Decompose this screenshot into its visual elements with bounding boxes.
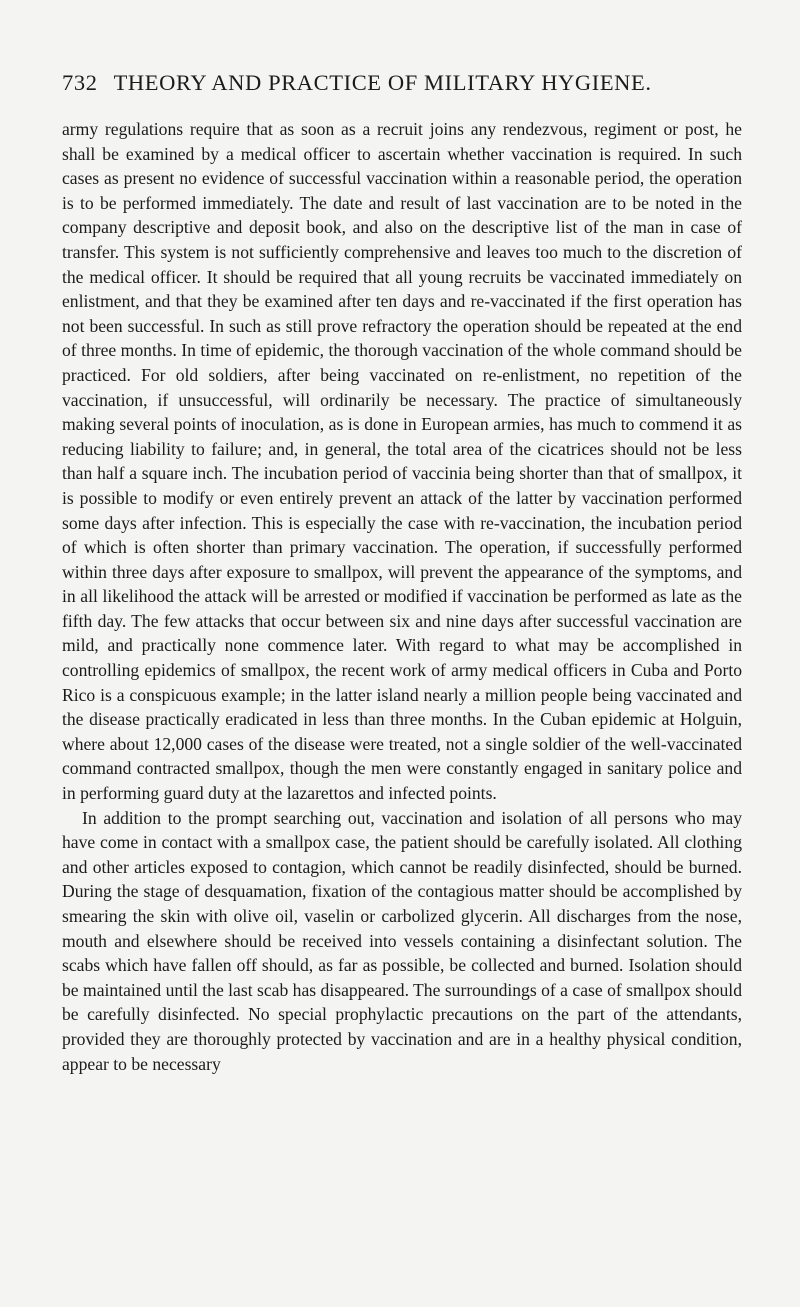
paragraph-vaccination: army regulations require that as soon as a recruit joins any rendezvous, regiment or post, he shall be examined by a medical officer to ascertain whether vaccination is required. In such cases as present no evidence of successful vaccination within a reasonable period, the operation is to be performed immediately. The date and result of last vaccination are to be noted in the company descriptive and deposit book, and also on the descriptive list of the man in case of transfer. This system is not sufficiently comprehensive and leaves too much to the discretion of the medical officer. It should be required that all young recruits be vaccinated immediately on enlistment, and that they be examined after ten days and re-vaccinated if the first operation has not been successful. In such as still prove refractory the operation should be repeated at the end of three months. In time of epidemic, the thorough vaccination of the whole command should be practiced. For old soldiers, after being vaccinated on re-enlistment, no repetition of the vaccination, if unsuccessful, will ordinarily be necessary. The practice of simultaneously making several points of inoculation, as is done in European armies, has much to commend it as reducing liability to failure; and, in general, the total area of the cicatrices should not be less than half a square inch. The incubation period of vaccinia being shorter than that of smallpox, it is possible to modify or even entirely prevent an attack of the latter by vaccination performed some days after infection. This is especially the case with re-vaccination, the incubation period of which is often shorter than primary vaccination. The operation, if successfully performed within three days after exposure to smallpox, will prevent the appearance of the symptoms, and in all likelihood the attack will be arrested or modified if vaccination be performed as late as the fifth day. The few attacks that occur between six and nine days after successful vaccination are mild, and practically none commence later. With regard to what may be accomplished in controlling epidemics of smallpox, the recent work of army medical officers in Cuba and Porto Rico is a conspicuous example; in the latter island nearly a million people being vaccinated and the disease practically eradicated in less than three months. In the Cuban epidemic at Holguin, where about 12,000 cases of the disease were treated, not a single soldier of the well-vaccinated command contracted smallpox, though the men were constantly engaged in sanitary police and in performing guard duty at the lazarettos and infected points. <box>62 119 742 804</box>
paragraph-isolation: In addition to the prompt searching out, vaccination and isolation of all persons who may have come in contact with a smallpox case, the patient should be carefully isolated. All clothing and other articles exposed to contagion, which cannot be readily disinfected, should be burned. During the stage of desquamation, fixation of the contagious matter should be accomplished by smearing the skin with olive oil, vaselin or carbolized glycerin. All discharges from the nose, mouth and elsewhere should be received into vessels containing a disinfectant solution. The scabs which have fallen off should, as far as possible, be collected and burned. Isolation should be maintained until the last scab has disappeared. The surroundings of a case of smallpox should be carefully disinfected. No special prophylactic precautions on the part of the attendants, provided they are thoroughly protected by vaccination and are in a healthy physical condition, appear to be necessary <box>62 807 742 1074</box>
running-title: THEORY AND PRACTICE OF MILITARY HYGIENE. <box>113 70 652 95</box>
running-head <box>62 70 742 96</box>
body-text <box>62 117 742 1076</box>
page-number: 732 <box>62 70 98 95</box>
